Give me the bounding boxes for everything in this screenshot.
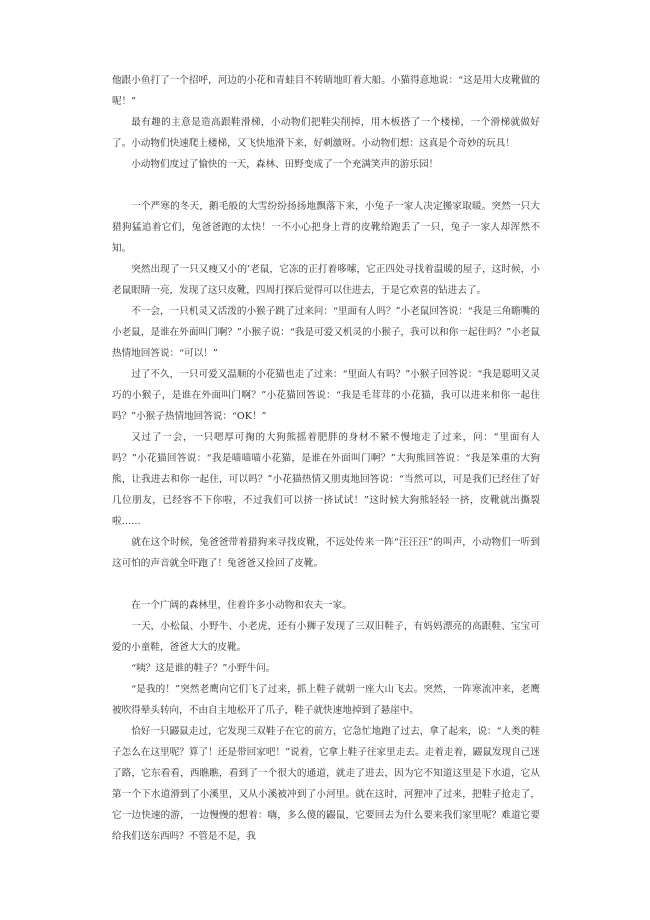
section-gap [112, 574, 540, 595]
paragraph-6: 不一会，一只机灵又活泼的小猴子跳了过来问：“里面有人吗？”小老鼠回答说：“我是三角瞻嘴的小老鼠，是谁在外面叫门啊？”小猴子说：“我是可爱又机灵的小猴子，我可以和你一起住吗？”小老鼠热情地回答说：“可以！” [112, 306, 540, 359]
paragraph-11: 一天，小松鼠、小野牛、小老虎，还有小狮子发现了三双旧鞋子，有妈妈漂亮的高跟鞋、宝宝可爱的小童鞋，爸爸大大的皮靴。 [112, 621, 540, 653]
paragraph-1: 他跟小鱼打了一个招呼，河边的小花和青蛙目不转睛地盯着大船。小猫得意地说：“这是用大皮靴做的呢！” [112, 75, 540, 107]
paragraph-14: 恰好一只鼹鼠走过，它发现三双鞋子在它的前方，它急忙地跑了过去，拿了起来，说：“人类的鞋子怎么在这里呢？算了！还是带回家吧！”说着，它拿上鞋子往家里走去。走着走着，鼹鼠发现自己迷了路，它东看看，西瞧瞧，看到了一个很大的通道，就走了进去，因为它不知道这里是下水道，它从第一个下水道滑到了小溪里，又从小溪被冲到了小河里。就在这时，河狸冲了过来，把鞋子抢走了，它一边快速的游，一边慢慢的想着：嗨，多么傻的鼹鼠，它要回去为什么要来我们家里呢？难道它要给我们送东西吗？不管是不是，我 [112, 726, 540, 842]
paragraph-3: 小动物们度过了愉快的一天，森林、田野变成了一个充满笑声的游乐园！ [131, 159, 439, 170]
paragraph-9: 就在这个时候，兔爸爸带着猎狗来寻找皮靴，不远处传来一阵“汪汪汪”的叫声，小动物们一听到这可怕的声音就全吓跑了！兔爸爸又捡回了皮靴。 [112, 537, 540, 569]
paragraph-12: “咦？这是谁的鞋子？”小野牛问。 [131, 663, 276, 674]
paragraph-5: 突然出现了一只又瘦又小的’老鼠，它冻的正打着哆嗦，它正四处寻找着温暖的屋子，这时候，小老鼠眼睛一亮，发现了这只皮靴，四周打探后觉得可以住进去，于是它欢喜的钻进去了。 [112, 264, 540, 296]
paragraph-7: 过了不久，一只可爱又温顺的小花猫也走了过来：“里面人有吗？”小猴子回答说：“我是聪明又灵巧的小猴子，是谁在外面叫门啊？”小花猫回答说：“我是毛茸茸的小花猫，我可以进来和你一起住吗？”小猴子热情地回答说：“OK！” [112, 369, 540, 422]
section-gap [112, 175, 540, 196]
paragraph-13: “是我的！”突然老鹰向它们飞了过来，抓上鞋子就朝一座大山飞去。突然，一阵寒流冲来，老鹰被吹得晕头转向，不由自主地松开了爪子，鞋子就快速地掉到了悬崖中。 [112, 684, 540, 716]
paragraph-2: 最有趣的主意是造高跟鞋滑梯，小动物们把鞋尖削掉，用木板搭了一个楼梯，一个滑梯就做好了。小动物们快速爬上楼梯，又飞快地滑下来，好刺激呀。小动物们想：这真是个奇妙的玩具！ [112, 117, 540, 149]
paragraph-8: 又过了一会，一只嗯厚可掬的大狗熊摇着肥胖的身材不紧不慢地走了过来，问：“里面有人吗？”小花猫回答说：“我是喵喵喵小花猫，是谁在外面叫门啊？”大狗熊回答说：“我是笨重的大狗熊，让我进去和你一起住，可以吗？”小花猫热情又朋夷地回答说：“当然可以，可是我们已经住了好几位朋友，已经容不下你啦，不过我们可以挤一挤试试！”这时候大狗熊轻轻一挤，皮靴就出撕裂啦…… [112, 432, 540, 527]
paragraph-4: 一个严寒的冬天，鹅毛般的大雪纷纷扬扬地飘落下来，小兔子一家人决定搬家取暖。突然一只大猎狗猛追着它们，兔爸爸跑的太快！一不小心把身上背的皮靴给跑丢了一只，兔子一家人却浑然不知。 [112, 201, 540, 254]
paragraph-10: 在一个广阔的森林里，住着许多小动物和农夫一家。 [131, 600, 352, 611]
